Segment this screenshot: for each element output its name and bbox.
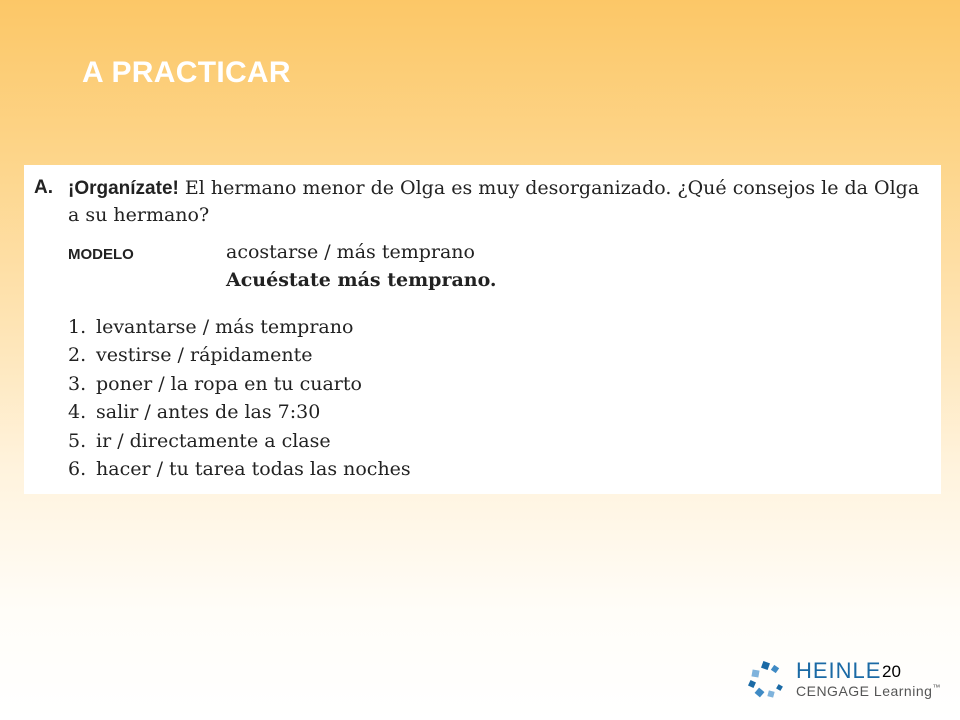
exercise-item [68,341,411,369]
slide-title: A PRACTICAR [82,56,291,89]
item-number: 3. [68,372,87,395]
exercise-item-list [68,313,411,483]
item-number: 2. [68,344,87,367]
item-text: salir / antes de las 7:30 [96,401,321,424]
exercise-prompt [68,175,930,229]
heinle-cengage-logo-icon [748,660,788,700]
exercise-item [68,455,411,483]
item-text: vestirse / rápidamente [96,344,313,367]
item-text: ir / directamente a clase [96,429,331,452]
exercise-item [68,427,411,455]
logo-cengage-text [796,683,941,699]
exercise-letter: A. [34,177,53,198]
logo-cengage-line: CENGAGE Learning [796,683,933,699]
item-text: hacer / tu tarea todas las noches [96,457,411,480]
exercise-box [24,165,941,494]
logo-heinle-text: HEINLE [796,658,882,683]
exercise-item [68,370,411,398]
item-text: poner / la ropa en tu cuarto [96,372,362,395]
item-number: 5. [68,429,87,452]
modelo-answer: Acuéstate más temprano. [226,269,497,291]
item-number: 1. [68,316,87,338]
item-number: 6. [68,457,87,480]
logo-trademark: ™ [932,683,941,692]
modelo-label: MODELO [68,246,134,263]
item-number: 4. [68,401,87,424]
exercise-prompt-text: El hermano menor de Olga es muy desorganizado. ¿Qué consejos le da Olga a su hermano? [68,177,920,226]
page-number: 20 [882,662,901,681]
heinle-cengage-logo [748,656,948,706]
exercise-item [68,313,411,341]
modelo-cue: acostarse / más temprano [226,241,475,263]
item-text: levantarse / más temprano [96,316,354,338]
exercise-item [68,398,411,426]
exercise-prompt-lead: ¡Organízate! [68,178,179,199]
